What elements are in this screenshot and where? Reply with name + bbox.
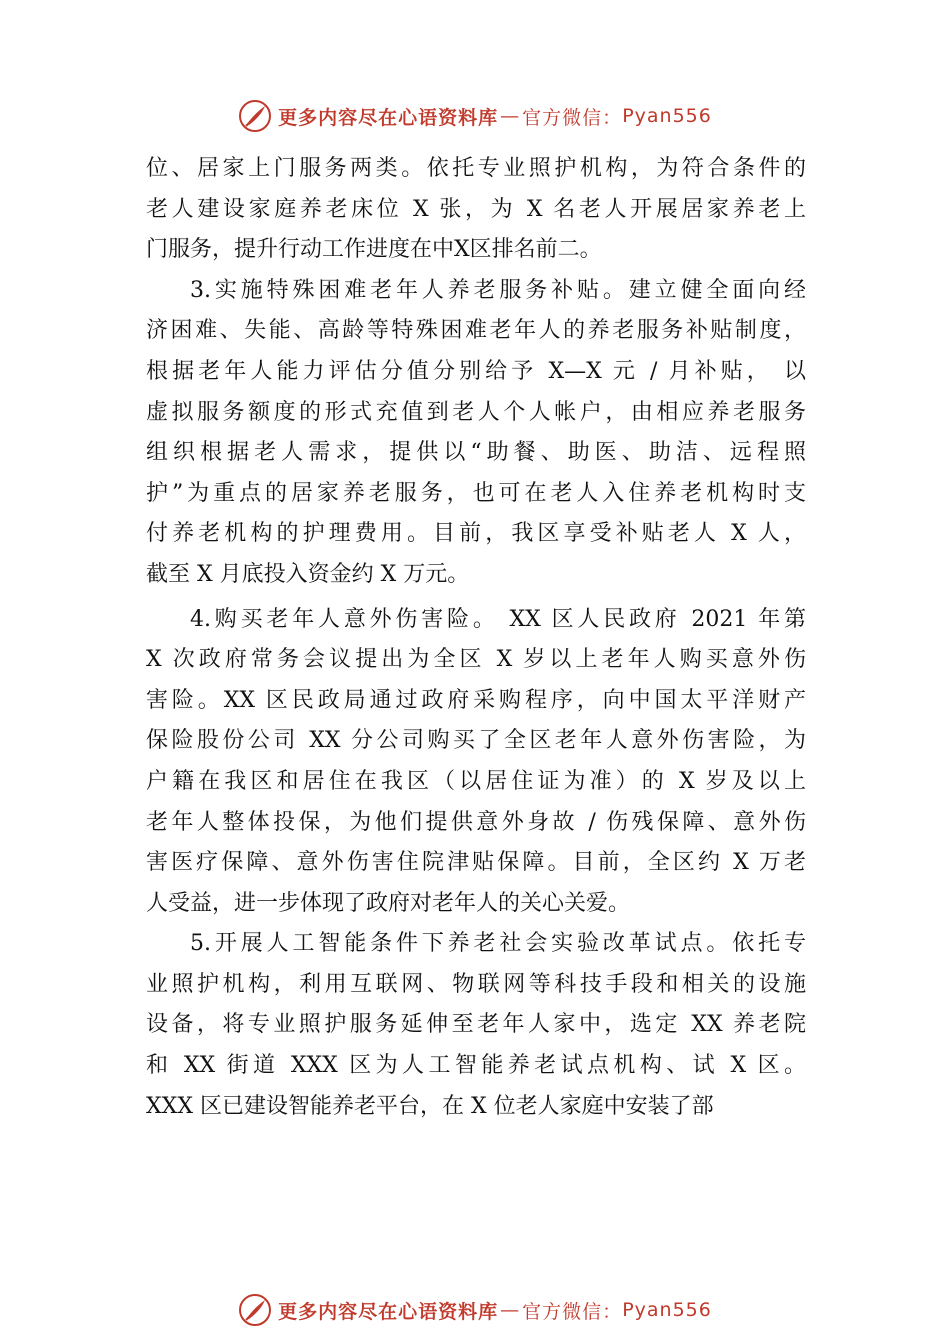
text-line: 济困难、失能、高龄等特殊困难老年人的养老服务补贴制度， — [146, 318, 806, 344]
quill-logo-icon — [238, 99, 272, 133]
watermark-brand: 更多内容尽在心语资料库 — [278, 1300, 499, 1323]
text-line: 3.实施特殊困难老年人养老服务补贴。建立健全面向经 — [190, 277, 806, 303]
text-line: 4.购买老年人意外伤害险。 XX 区人民政府 2021 年第 — [190, 606, 806, 632]
text-line: 护”为重点的居家养老服务，也可在老人入住养老机构时支 — [146, 480, 806, 506]
text-line: 5.开展人工智能条件下养老社会实验改革试点。依托专 — [190, 931, 806, 957]
text-line: 设备，将专业照护服务延伸至老年人家中，选定 XX 养老院 — [146, 1012, 806, 1038]
watermark-separator: — — [500, 1299, 521, 1321]
paragraph — [146, 271, 806, 596]
text-line: 截至 X 月底投入资金约 X 万元。 — [146, 561, 470, 587]
paragraph — [146, 924, 806, 1127]
text-line: 位、居家上门服务两类。依托专业照护机构，为符合条件的 — [146, 156, 806, 181]
watermark-wechat-id: Pyan556 — [622, 105, 712, 127]
text-line: 业照护机构，利用互联网、物联网等科技手段和相关的设施 — [146, 971, 806, 997]
paragraph — [146, 600, 806, 925]
text-line: XXX 区已建设智能养老平台，在 X 位老人家庭中安装了部 — [146, 1093, 714, 1119]
text-line: 老人建设家庭养老床位 X 张，为 X 名老人开展居家养老上 — [146, 196, 806, 222]
text-line: 户籍在我区和居住在我区（以居住证为准）的 X 岁及以上 — [146, 768, 806, 794]
text-line: 老年人整体投保，为他们提供意外身故 / 伤残保障、意外伤 — [146, 809, 806, 835]
text-line: X 次政府常务会议提出为全区 X 岁以上老年人购买意外伤 — [146, 647, 806, 673]
watermark-official-label: 官方微信： — [522, 1300, 623, 1323]
paragraph — [146, 149, 806, 271]
watermark-header — [0, 96, 950, 136]
text-line: 根据老年人能力评估分值分别给予 X—X 元 / 月补贴， 以 — [146, 358, 806, 384]
text-line: 组织根据老人需求，提供以“助餐、助医、助洁、远程照 — [146, 440, 806, 466]
text-line: 和 XX 街道 XXX 区为人工智能养老试点机构、试 X 区。 — [146, 1053, 806, 1079]
text-line: 害医疗保障、意外伤害住院津贴保障。目前，全区约 X 万老 — [146, 850, 806, 876]
text-line: 人受益，进一步体现了政府对老年人的关心关爱。 — [146, 890, 631, 916]
document-body — [146, 149, 806, 1127]
watermark-wechat-id: Pyan556 — [622, 1299, 712, 1321]
watermark-official-label: 官方微信： — [522, 106, 623, 129]
watermark-footer — [0, 1290, 950, 1330]
text-line: 门服务，提升行动工作进度在中X区排名前二。 — [146, 237, 602, 263]
watermark-brand: 更多内容尽在心语资料库 — [278, 106, 499, 129]
quill-logo-icon — [238, 1293, 272, 1327]
text-line: 害险。XX 区民政局通过政府采购程序，向中国太平洋财产 — [146, 687, 806, 713]
watermark-separator: — — [500, 105, 521, 127]
text-line: 付养老机构的护理费用。目前，我区享受补贴老人 X 人， — [146, 521, 806, 547]
text-line: 保险股份公司 XX 分公司购买了全区老年人意外伤害险，为 — [146, 728, 806, 754]
text-line: 虚拟服务额度的形式充值到老人个人帐户，由相应养老服务 — [146, 399, 806, 425]
